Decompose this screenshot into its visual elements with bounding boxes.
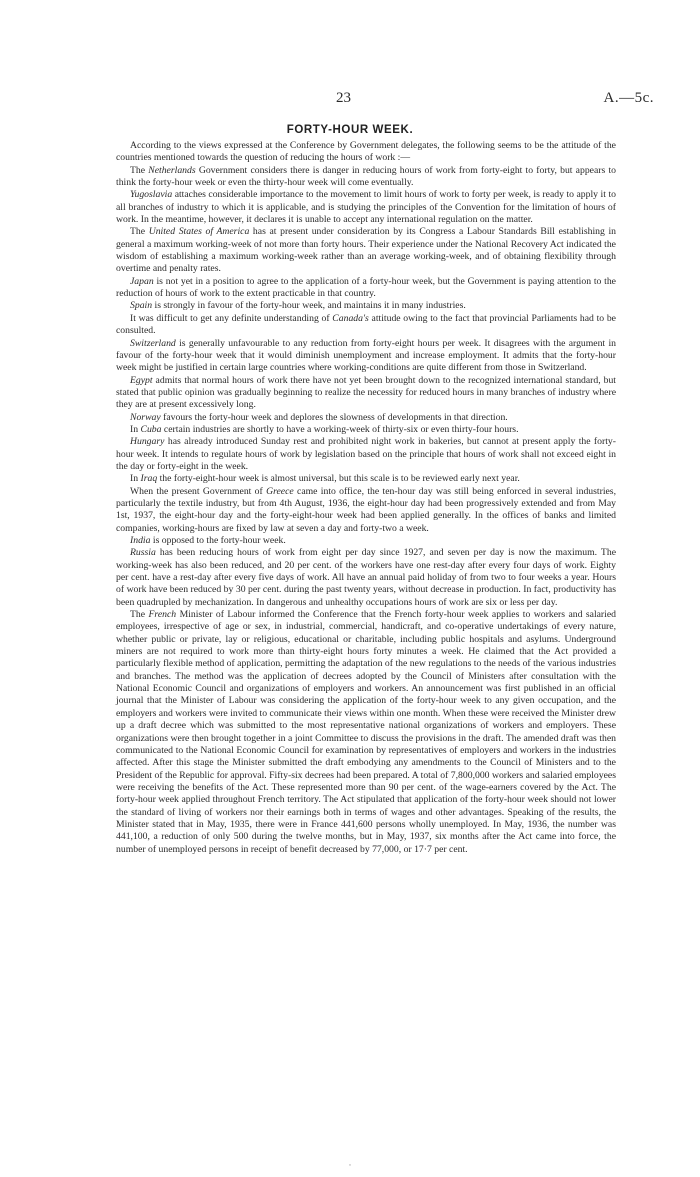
text-run: In bbox=[130, 423, 141, 435]
italic-term: Norway bbox=[130, 411, 161, 423]
body-paragraph bbox=[116, 424, 616, 436]
body-paragraph bbox=[116, 226, 616, 275]
body-paragraph bbox=[116, 412, 616, 424]
text-run: is not yet in a position to agree to the application of a forty-hour week, but the Government is paying attention to the reduction of hours of work to the extent practicable in that country. bbox=[116, 275, 616, 300]
text-run: In bbox=[130, 473, 141, 485]
body-paragraph bbox=[116, 165, 616, 190]
body-paragraph bbox=[116, 547, 616, 609]
document-reference: A.—5c. bbox=[603, 90, 654, 106]
italic-term: India bbox=[130, 535, 151, 546]
italic-term: Iraq bbox=[140, 473, 158, 485]
text-run: favours the forty-hour week and deplores the slowness of developments in that direction. bbox=[160, 411, 508, 423]
body-paragraph bbox=[116, 436, 616, 473]
body-paragraph bbox=[116, 276, 616, 301]
body-paragraph bbox=[116, 609, 616, 856]
text-run: is generally unfavourable to any reduction from forty-eight hours per week. It disagrees with the argument in favour of the forty-hour week that it would diminish unemployment and increase employment. It admits that the forty-hour week might be justified in certain large countries where working-conditions are quite different from those in Switzerland. bbox=[116, 337, 616, 374]
page-header bbox=[0, 90, 700, 110]
text-run: admits that normal hours of work there have not yet been brought down to the recognized international standard, but stated that public opinion was gradually beginning to realize the necessity for reduced hours in many branches of industry where they are at present excessively long. bbox=[116, 374, 616, 411]
body-paragraph bbox=[116, 140, 616, 165]
text-run: When the present Government of bbox=[130, 485, 267, 497]
italic-term: Egypt bbox=[130, 374, 153, 386]
text-run: The bbox=[130, 609, 149, 621]
italic-term: Hungary bbox=[130, 436, 165, 448]
text-run: Minister of Labour informed the Conference that the French forty-hour week applies to workers and salaried employees, irrespective of age or sex, in industrial, commercial, handicraft, and co-operative undertakings of every nature, whether public or private, lay or religious, educational or charitable, including public hospitals and asylums. Underground miners are not required to work more than thirty-eight hours forty minutes a week. He claimed that the Act provided a particularly flexible method of application, permitting the adaptation of the new regulations to the needs of the various industries and branches. The method was the application of decrees adopted by the Council of Ministers after consultation with the National Economic Council and organizations of employers and workers. An announcement was first published in an official journal that the Minister of Labour was considering the application of the forty-hour week to any given occupation, and the employers and workers were invited to communicate their views within one month. When these were received the Minister drew up a draft decree which was submitted to the most representative national organizations of workers and employers. These organizations were then brought together in a joint Committee to discuss the provisions in the draft. The amended draft was then communicated to the National Economic Council for examination by representatives of employers and workers in the industries affected. After this stage the Minister submitted the draft embodying any amendments to the Council of Ministers and to the President of the Republic for approval. Fifty-six decrees had been prepared. A total of 7,800,000 workers and salaried employees were receiving the benefits of the Act. These represented more than 90 per cent. of the wage-earners covered by the Act. The forty-hour week applied throughout French territory. The Act stipulated that application of the forty-hour week should not lower the standard of living of workers nor their earnings both in terms of wages and other advantages. Speaking of the results, the Minister stated that in May, 1935, there were in France 441,600 persons wholly unemployed. In May, 1936, the number was 441,100, a reduction of only 500 during the twelve months, but in May, 1937, six months after the Act came into force, the number of unemployed persons in receipt of benefit decreased by 77,000, or 17·7 per cent. bbox=[116, 609, 616, 855]
italic-term: Canada's bbox=[332, 312, 369, 324]
text-run: came into office, the ten-hour day was still being enforced in several industries, particularly the textile industry, but from 4th August, 1936, the eight-hour day had been progressively extended and from May 1st, 1937, the eight-hour day and the forty-eight-hour week had been applied generally. In the offices of banks and limited companies, working-hours are fixed by law at seven a day and forty-two a week. bbox=[116, 485, 616, 534]
text-run: It was difficult to get any definite understanding of bbox=[130, 312, 333, 324]
italic-term: Japan bbox=[130, 275, 154, 287]
italic-term: Greece bbox=[266, 485, 294, 497]
footer-mark: · bbox=[348, 1160, 352, 1170]
text-run: attitude owing to the fact that provincial Parliaments had to be consulted. bbox=[116, 312, 616, 337]
body-paragraph bbox=[116, 535, 616, 547]
body-paragraph bbox=[116, 313, 616, 338]
italic-term: Netherlands bbox=[148, 164, 196, 176]
text-run: attaches considerable importance to the movement to limit hours of work to forty per week, is ready to apply it to all branches of industry to which it is applicable, and is studying the principles of the Convention for the limitation of hours of work. In the meantime, however, it declares it is unable to accept any international regulation on the matter. bbox=[116, 189, 616, 226]
body-paragraph bbox=[116, 300, 616, 312]
body-paragraph bbox=[116, 189, 616, 226]
text-run: Government considers there is danger in reducing hours of work from forty-eight to forty, but appears to think the forty-hour week or even the thirty-hour week will come eventually. bbox=[116, 164, 616, 189]
body-paragraph bbox=[116, 375, 616, 412]
italic-term: United States of America bbox=[148, 226, 250, 238]
text-run: certain industries are shortly to have a working-week of thirty-six or even thirty-four hours. bbox=[161, 423, 519, 435]
text-run: is strongly in favour of the forty-hour week, and maintains it in many industries. bbox=[152, 300, 466, 312]
text-run: is opposed to the forty-hour week. bbox=[150, 535, 286, 546]
text-run: has already introduced Sunday rest and prohibited night work in bakeries, but cannot at present apply the forty-hour week. It intends to regulate hours of work by legislation based on the principle that hours of work shall not exceed eight in the day or forty-eight in the week. bbox=[116, 436, 616, 472]
body-paragraph bbox=[116, 338, 616, 375]
body-paragraph bbox=[116, 473, 616, 485]
text-run: has at present under consideration by its Congress a Labour Standards Bill establishing in general a maximum working-week of not more than forty hours. Their experience under the National Recovery Act indicated the wisdom of establishing a maximum working-week rather than an average working-week, and of obtaining flexibility through overtime and penalty rates. bbox=[116, 226, 617, 275]
italic-term: Switzerland bbox=[130, 337, 176, 349]
document-body bbox=[116, 140, 616, 856]
italic-term: Spain bbox=[130, 300, 153, 312]
section-title: FORTY-HOUR WEEK. bbox=[286, 124, 414, 136]
italic-term: French bbox=[148, 609, 177, 621]
italic-term: Russia bbox=[130, 547, 156, 559]
text-run: the forty-eight-hour week is almost universal, but this scale is to be reviewed early next year. bbox=[157, 473, 520, 485]
body-paragraph bbox=[116, 486, 616, 535]
text-run: has been reducing hours of work from eight per day since 1927, and seven per day is now the maximum. The working-week has also been reduced, and 20 per cent. of the workers have one rest-day after every four days of work. Eighty per cent. have a rest-day after every five days of work. All have an annual paid holiday of from two to four weeks a year. Hours of work have been reduced by 30 per cent. during the past twenty years, without decrease in production. In fact, productivity has been quadrupled by mechanization. In dangerous and unhealthy occupations hours of work are six or less per day. bbox=[116, 547, 616, 608]
text-run: According to the views expressed at the Conference by Government delegates, the following seems to be the attitude of the countries mentioned towards the question of reducing the hours of work :— bbox=[116, 140, 616, 164]
text-run: The bbox=[130, 226, 149, 238]
italic-term: Cuba bbox=[140, 423, 162, 435]
italic-term: Yugoslavia bbox=[130, 189, 173, 201]
page-number: 23 bbox=[336, 90, 351, 106]
text-run: The bbox=[130, 164, 149, 176]
